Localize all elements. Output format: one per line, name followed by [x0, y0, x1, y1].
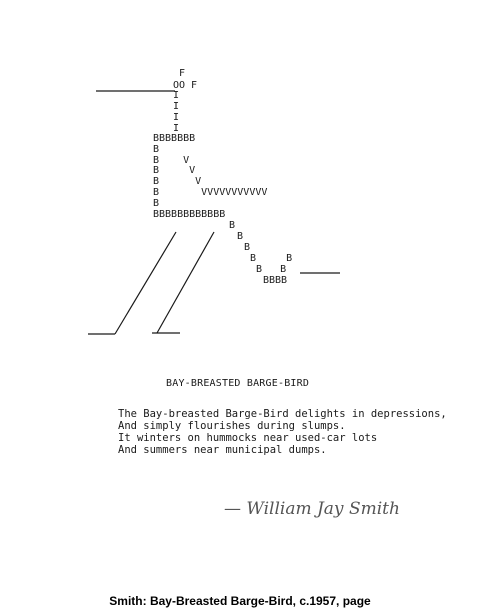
rear-leg-line	[115, 232, 176, 334]
bird-row-tail-5: B B	[256, 264, 287, 275]
bird-row-tail-3: B	[244, 242, 251, 253]
bird-row-tail-2: B	[237, 231, 244, 242]
bird-row-wing: B VVVVVVVVVVV	[153, 187, 268, 198]
bird-row-breast-1: B	[153, 144, 160, 155]
bird-row-head: OO F	[173, 80, 198, 91]
bird-row-back: BBBBBBB	[153, 133, 196, 144]
image-caption: Smith: Bay-Breasted Barge-Bird, c.1957, page	[109, 594, 371, 608]
poem-text	[118, 408, 447, 456]
bird-row-neck-1: I	[173, 90, 180, 101]
bird-row-breast-3: B V	[153, 165, 196, 176]
bird-row-breast-5: B	[153, 198, 160, 209]
bird-row-belly: BBBBBBBBBBBB	[153, 209, 226, 220]
bird-row-tail-base: BBBB	[263, 275, 288, 286]
bird-row-neck-3: I	[173, 112, 180, 123]
poem-line: The Bay-breasted Barge-Bird delights in depressions,	[118, 408, 447, 420]
bird-row-breast-4: B V	[153, 176, 202, 187]
bird-row-neck-2: I	[173, 101, 180, 112]
bird-row-crest: F	[179, 68, 186, 79]
signature	[220, 482, 420, 532]
poem-line: It winters on hummocks near used-car lots	[118, 432, 378, 444]
bird-row-neck-4: I	[173, 123, 180, 134]
bird-row-tail-4: B B	[250, 253, 293, 264]
poem-line: And summers near municipal dumps.	[118, 444, 327, 456]
poem-title: BAY-BREASTED BARGE-BIRD	[166, 378, 310, 389]
bird-row-breast-2: B V	[153, 155, 190, 166]
poem-line: And simply flourishes during slumps.	[118, 420, 346, 432]
signature-text: — William Jay Smith	[224, 499, 400, 519]
bird-row-tail-1: B	[229, 220, 236, 231]
front-leg-line	[157, 232, 214, 333]
